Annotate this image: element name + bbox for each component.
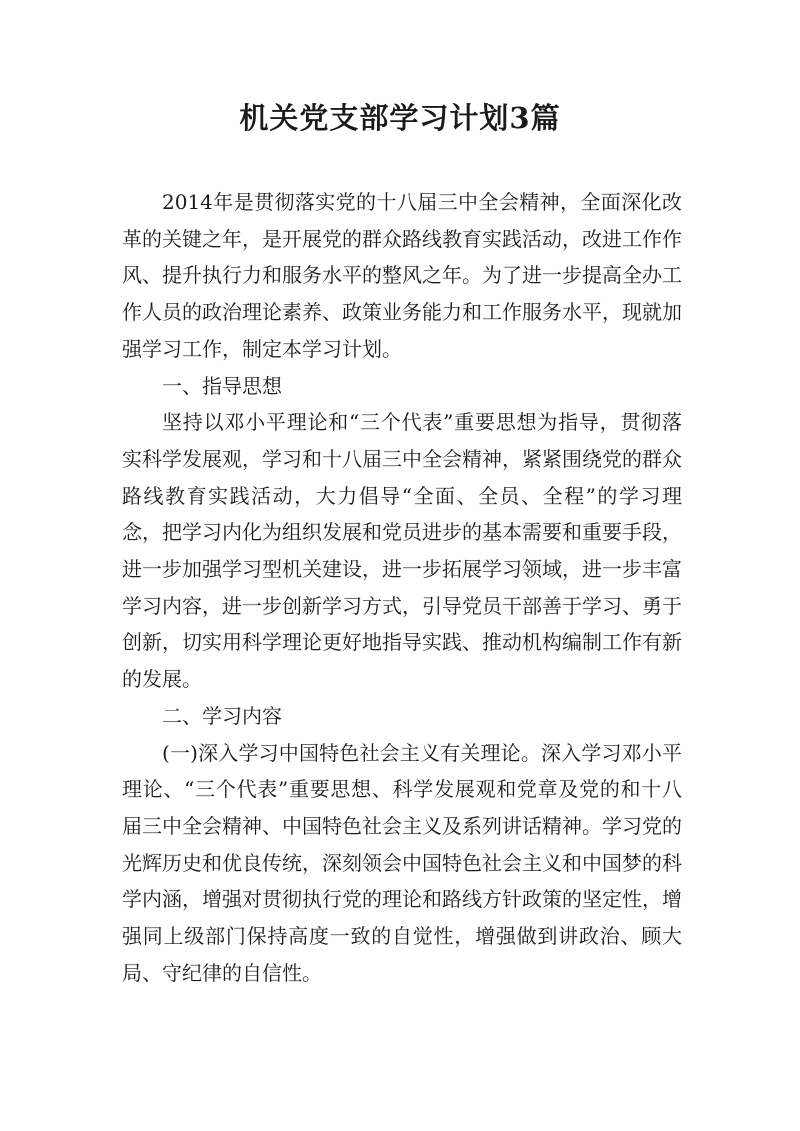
paragraph-intro: 2014年是贯彻落实党的十八届三中全会精神，全面深化改革的关键之年，是开展党的群众路线教育实践活动，改进工作作风、提升执行力和服务水平的整风之年。为了进一步提高全办工作人员的政治理论素养、政策业务能力和工作服务水平，现就加强学习工作，制定本学习计划。 <box>122 190 682 361</box>
paragraph-study-content-1: (一)深入学习中国特色社会主义有关理论。深入学习邓小平理论、“三个代表”重要思想、科学发展观和党章及党的和十八届三中全会精神、中国特色社会主义及系列讲话精神。学习党的光辉历史和优良传统，深刻领会中国特色社会主义和中国梦的科学内涵，增强对贯彻执行党的理论和路线方针政策的坚定性，增强同上级部门保持高度一致的自觉性，增强做到讲政治、顾大局、守纪律的自信性。 <box>122 740 682 985</box>
paragraph-guiding-ideology: 坚持以邓小平理论和“三个代表”重要思想为指导，贯彻落实科学发展观，学习和十八届三中全会精神，紧紧围绕党的群众路线教育实践活动，大力倡导“全面、全员、全程”的学习理念，把学习内化为组织发展和党员进步的基本需要和重要手段，进一步加强学习型机关建设，进一步拓展学习领域，进一步丰富学习内容，进一步创新学习方式，引导党员干部善于学习、勇于创新，切实用科学理论更好地指导实践、推动机构编制工作有新的发展。 <box>122 410 682 692</box>
section-heading-study-content: 二、学习内容 <box>162 703 282 728</box>
section-heading-guiding-ideology: 一、指导思想 <box>162 373 282 398</box>
document-body <box>122 184 682 991</box>
document-title: 机关党支部学习计划3篇 <box>239 101 561 135</box>
